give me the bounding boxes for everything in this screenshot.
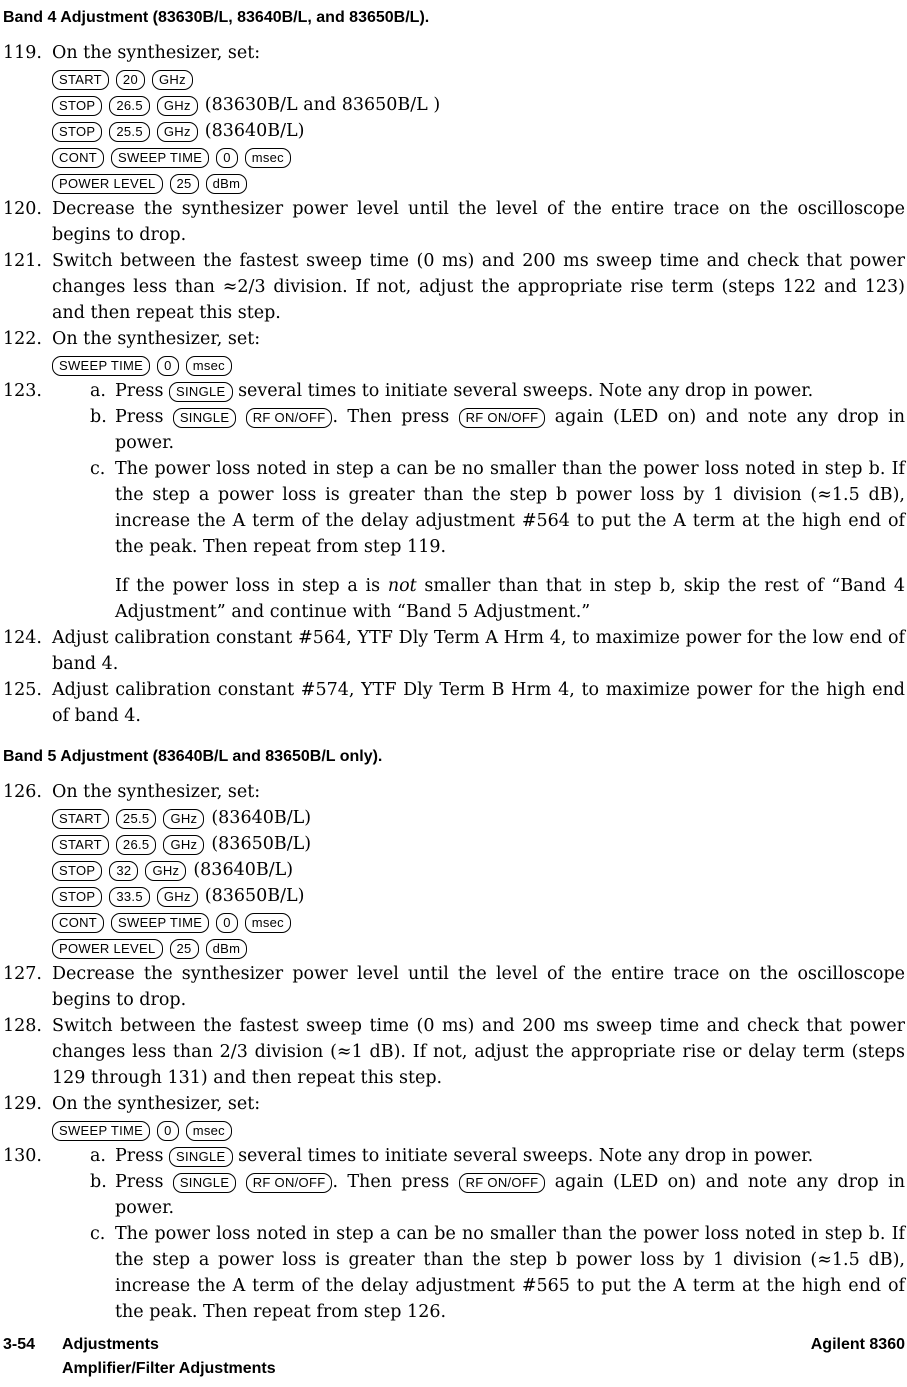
text-run: Decrease the synthesizer power level until the level of the entire trace on the oscilloscope begins to drop. (52, 199, 905, 245)
text-run: If the power loss in step a is (115, 576, 388, 596)
keycap-line (52, 883, 905, 909)
keycap-rf-on-off: RF ON/OFF (246, 1173, 333, 1193)
step-paragraph (52, 625, 905, 677)
keycap-start: START (52, 835, 109, 855)
substep-item (52, 404, 905, 456)
text-run: The power loss noted in step a can be no smaller than the power loss noted in step b. If the step a power loss is greater than the step b power loss by 1 division (≈1.5 dB), increase the A term of the delay adjustment #565 to put the A term at the high end of the peak. Then repeat from step 126. (115, 1224, 905, 1322)
step-paragraph (115, 1169, 905, 1221)
substep-item (52, 456, 905, 625)
keycap-start: START (52, 809, 109, 829)
step-paragraph (52, 961, 905, 1013)
substep-content (115, 1169, 905, 1221)
text-run: (83650B/L) (211, 834, 312, 854)
keycap-stop: STOP (52, 96, 102, 116)
text-run: Adjust calibration constant #574, YTF Dly Term B Hrm 4, to maximize power for the high end of band 4. (52, 680, 905, 726)
footer-left (3, 1333, 276, 1381)
keycap-0: 0 (216, 148, 238, 168)
step-content (52, 248, 905, 326)
keycap-rf-on-off: RF ON/OFF (246, 408, 333, 428)
keycap-0: 0 (216, 913, 238, 933)
step-content (52, 1143, 905, 1325)
keycap-sweep-time: SWEEP TIME (52, 356, 150, 376)
text-run: Press (115, 381, 170, 401)
step-number: 129. (3, 1094, 42, 1114)
substep-label: a. (90, 381, 106, 401)
text-run: again (LED on) and note any drop in power. (115, 1172, 905, 1218)
keycap-ghz: GHz (145, 861, 186, 881)
keycap-ghz: GHz (152, 70, 193, 90)
keycap-line (52, 1117, 905, 1143)
keycap-rf-on-off: RF ON/OFF (459, 1173, 546, 1193)
step-number: 121. (3, 251, 42, 271)
substep-item (52, 1169, 905, 1221)
text-run: (83630B/L and 83650B/L ) (204, 95, 441, 115)
text-run: Press (115, 1146, 170, 1166)
keycap-msec: msec (245, 148, 291, 168)
keycap-25-5: 25.5 (109, 122, 150, 142)
step-paragraph (52, 1091, 905, 1117)
keycap-power-level: POWER LEVEL (52, 939, 163, 959)
step-content (52, 40, 905, 196)
step-content (52, 1091, 905, 1143)
step-number: 119. (3, 43, 42, 63)
step-paragraph (52, 1013, 905, 1091)
keycap-stop: STOP (52, 887, 102, 907)
text-run: several times to initiate several sweeps. Note any drop in power. (232, 381, 814, 401)
keycap-rf-on-off: RF ON/OFF (459, 408, 546, 428)
keycap-cont: CONT (52, 148, 104, 168)
step-content (52, 196, 905, 248)
step-item (3, 1013, 905, 1091)
keycap-line (52, 352, 905, 378)
keycap-single: SINGLE (169, 1147, 232, 1167)
keycap-start: START (52, 70, 109, 90)
keycap-line (52, 909, 905, 935)
keycap-ghz: GHz (157, 96, 198, 116)
keycap-cont: CONT (52, 913, 104, 933)
keycap-single: SINGLE (169, 382, 232, 402)
step-item (3, 248, 905, 326)
step-paragraph (52, 196, 905, 248)
keycap-32: 32 (109, 861, 138, 881)
keycap-line (52, 857, 905, 883)
step-paragraph (52, 779, 905, 805)
keycap-0: 0 (157, 356, 179, 376)
step-content (52, 677, 905, 729)
step-content (52, 326, 905, 378)
text-run: On the synthesizer, set: (52, 1094, 261, 1114)
text-run: (83640B/L) (211, 808, 312, 828)
step-number: 122. (3, 329, 42, 349)
substep-content (115, 456, 905, 625)
keycap-sweep-time: SWEEP TIME (52, 1121, 150, 1141)
step-item (3, 625, 905, 677)
text-run: (83650B/L) (204, 886, 305, 906)
keycap-msec: msec (186, 1121, 232, 1141)
substep-content (115, 1143, 905, 1169)
keycap-sweep-time: SWEEP TIME (111, 913, 209, 933)
text-run: The power loss noted in step a can be no smaller than the power loss noted in step b. If the step a power loss is greater than the step b power loss by 1 division (≈1.5 dB), increase the A term of the delay adjustment #564 to put the A term at the high end of the peak. Then repeat from step 119. (115, 459, 905, 557)
text-run: On the synthesizer, set: (52, 43, 261, 63)
text-run: . Then press (332, 1172, 459, 1192)
step-paragraph (115, 1143, 905, 1169)
keycap-single: SINGLE (173, 1173, 236, 1193)
step-number: 128. (3, 1016, 42, 1036)
step-item (3, 1091, 905, 1143)
footer-line1 (3, 1333, 276, 1357)
keycap-line (52, 66, 905, 92)
section-heading-band4: Band 4 Adjustment (83630B/L, 83640B/L, and 83650B/L). (3, 9, 430, 26)
text-run: smaller than that in step b, skip the rest of “Band 4 Adjustment” and continue with “Band 5 Adjustment.” (115, 576, 905, 622)
substep-label: c. (90, 1224, 106, 1244)
step-content (52, 625, 905, 677)
emphasis-text: not (387, 576, 417, 596)
step-item (3, 1143, 905, 1325)
keycap-line (52, 118, 905, 144)
section-heading-band5: Band 5 Adjustment (83640B/L and 83650B/L only). (3, 748, 383, 765)
step-item (3, 40, 905, 196)
substep-content (115, 1221, 905, 1325)
keycap-25: 25 (170, 939, 199, 959)
keycap-0: 0 (157, 1121, 179, 1141)
step-paragraph (115, 573, 905, 625)
step-item (3, 961, 905, 1013)
substep-content (115, 404, 905, 456)
step-number: 130. (3, 1146, 42, 1166)
text-run (236, 407, 245, 427)
step-number: 123. (3, 381, 42, 401)
keycap-20: 20 (116, 70, 145, 90)
step-content (52, 779, 905, 961)
keycap-dbm: dBm (206, 939, 248, 959)
step-paragraph (115, 456, 905, 560)
substep-label: c. (90, 459, 106, 479)
text-run: (83640B/L) (193, 860, 294, 880)
keycap-26-5: 26.5 (116, 835, 157, 855)
keycap-msec: msec (245, 913, 291, 933)
text-run: (83640B/L) (204, 121, 305, 141)
step-item (3, 677, 905, 729)
steps-band5 (3, 779, 905, 1325)
step-content (52, 378, 905, 625)
keycap-line (52, 935, 905, 961)
text-run: . Then press (332, 407, 459, 427)
substep-item (52, 1143, 905, 1169)
keycap-line (52, 805, 905, 831)
keycap-26-5: 26.5 (109, 96, 150, 116)
page-number: 3-54 (3, 1336, 36, 1353)
step-paragraph (115, 1221, 905, 1325)
page-footer (3, 1333, 905, 1381)
step-item (3, 326, 905, 378)
brand-model: Agilent 8360 (810, 1336, 905, 1353)
substep-item (52, 1221, 905, 1325)
step-paragraph (115, 404, 905, 456)
step-number: 125. (3, 680, 42, 700)
keycap-25-5: 25.5 (116, 809, 157, 829)
text-run: again (LED on) and note any drop in power. (115, 407, 905, 453)
step-item (3, 196, 905, 248)
chapter-title: Adjustments (62, 1336, 159, 1353)
step-paragraph (52, 677, 905, 729)
keycap-ghz: GHz (163, 835, 204, 855)
steps-band4 (3, 40, 905, 729)
text-run: Decrease the synthesizer power level until the level of the entire trace on the oscilloscope begins to drop. (52, 964, 905, 1010)
keycap-msec: msec (186, 356, 232, 376)
keycap-line (52, 92, 905, 118)
keycap-line (52, 170, 905, 196)
keycap-ghz: GHz (157, 122, 198, 142)
keycap-ghz: GHz (163, 809, 204, 829)
keycap-sweep-time: SWEEP TIME (111, 148, 209, 168)
step-item (3, 779, 905, 961)
substep-label: b. (90, 1172, 107, 1192)
step-paragraph (115, 378, 905, 404)
step-paragraph (52, 40, 905, 66)
text-run: On the synthesizer, set: (52, 329, 261, 349)
step-number: 124. (3, 628, 42, 648)
keycap-33-5: 33.5 (109, 887, 150, 907)
substep-label: a. (90, 1146, 106, 1166)
text-run: On the synthesizer, set: (52, 782, 261, 802)
substep-label: b. (90, 407, 107, 427)
step-content (52, 961, 905, 1013)
text-run: several times to initiate several sweeps. Note any drop in power. (232, 1146, 814, 1166)
keycap-stop: STOP (52, 122, 102, 142)
keycap-dbm: dBm (206, 174, 248, 194)
keycap-single: SINGLE (173, 408, 236, 428)
keycap-stop: STOP (52, 861, 102, 881)
footer-section-title: Amplifier/Filter Adjustments (62, 1360, 276, 1377)
text-run: Press (115, 1172, 173, 1192)
keycap-line (52, 831, 905, 857)
text-run: Switch between the fastest sweep time (0 ms) and 200 ms sweep time and check that power changes less than ≈2/3 division. If not, adjust the appropriate rise term (steps 122 and 123) and then repeat this step. (52, 251, 905, 323)
step-number: 126. (3, 782, 42, 802)
text-run: Switch between the fastest sweep time (0 ms) and 200 ms sweep time and check that power changes less than 2/3 division (≈1 dB). If not, adjust the appropriate rise or delay term (steps 129 through 131) and then repeat this step. (52, 1016, 905, 1088)
keycap-ghz: GHz (157, 887, 198, 907)
substep-content (115, 378, 905, 404)
substep-item (52, 378, 905, 404)
step-number: 127. (3, 964, 42, 984)
keycap-line (52, 144, 905, 170)
step-item (3, 378, 905, 625)
keycap-power-level: POWER LEVEL (52, 174, 163, 194)
text-run: Press (115, 407, 173, 427)
text-run: Adjust calibration constant #564, YTF Dly Term A Hrm 4, to maximize power for the low end of band 4. (52, 628, 905, 674)
keycap-25: 25 (170, 174, 199, 194)
text-run (236, 1172, 245, 1192)
step-number: 120. (3, 199, 42, 219)
step-paragraph (52, 248, 905, 326)
step-content (52, 1013, 905, 1091)
step-paragraph (52, 326, 905, 352)
